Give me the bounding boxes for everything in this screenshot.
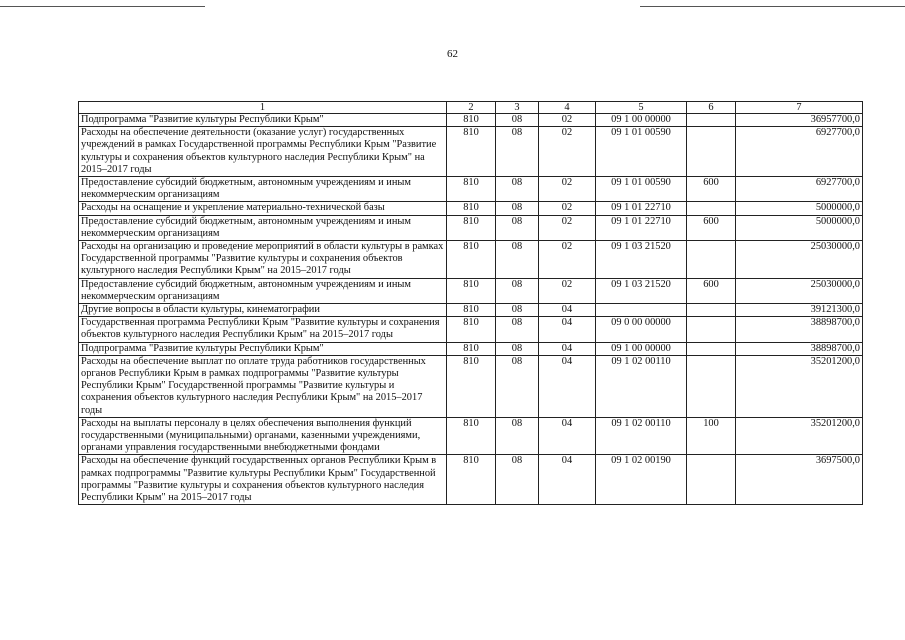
table-row	[79, 241, 863, 279]
row-col-5	[596, 304, 687, 317]
row-amount: 5000000,0	[736, 215, 863, 240]
table-row	[79, 355, 863, 417]
row-col-5: 09 1 00 00000	[596, 342, 687, 355]
row-col-6: 100	[687, 417, 736, 455]
table-row	[79, 304, 863, 317]
row-col-4: 04	[539, 317, 596, 342]
row-col-3: 08	[496, 342, 539, 355]
row-col-3: 08	[496, 127, 539, 177]
row-col-5: 09 1 01 22710	[596, 202, 687, 215]
row-amount: 36957700,0	[736, 114, 863, 127]
row-col-2: 810	[447, 342, 496, 355]
row-amount: 25030000,0	[736, 241, 863, 279]
row-col-3: 08	[496, 355, 539, 417]
table-row	[79, 202, 863, 215]
row-name: Расходы на обеспечение выплат по оплате труда работников государственных органов Республики Крым в рамках подпрограммы "Развитие культуры Республики Крым" Государственной программы "Развитие культуры и сохранения объектов культурного наследия Республики Крым" на 2015–2017 годы	[79, 355, 447, 417]
row-col-3: 08	[496, 278, 539, 303]
table-row	[79, 278, 863, 303]
row-col-6	[687, 455, 736, 505]
row-name: Предоставление субсидий бюджетным, автономным учреждениям и иным некоммерческим организациям	[79, 215, 447, 240]
row-col-2: 810	[447, 241, 496, 279]
header-col-5: 5	[596, 102, 687, 114]
row-col-5: 09 1 03 21520	[596, 278, 687, 303]
table-row	[79, 317, 863, 342]
table-row	[79, 127, 863, 177]
row-col-3: 08	[496, 417, 539, 455]
row-amount: 35201200,0	[736, 355, 863, 417]
table-row	[79, 114, 863, 127]
row-amount: 6927700,0	[736, 127, 863, 177]
table-row	[79, 342, 863, 355]
row-col-4: 02	[539, 114, 596, 127]
budget-table	[78, 101, 863, 505]
row-col-6	[687, 304, 736, 317]
row-col-5: 09 1 00 00000	[596, 114, 687, 127]
header-col-2: 2	[447, 102, 496, 114]
row-col-2: 810	[447, 417, 496, 455]
row-col-6	[687, 342, 736, 355]
row-col-4: 02	[539, 278, 596, 303]
row-col-6	[687, 202, 736, 215]
row-col-3: 08	[496, 215, 539, 240]
row-col-6: 600	[687, 278, 736, 303]
row-name: Расходы на оснащение и укрепление материально-технической базы	[79, 202, 447, 215]
row-col-3: 08	[496, 304, 539, 317]
row-name: Расходы на обеспечение деятельности (оказание услуг) государственных учреждений в рамках Государственной программы Республики Крым "Развитие культуры и сохранения объектов культурного наследия Республики Крым" на 2015–2017 годы	[79, 127, 447, 177]
row-col-6	[687, 241, 736, 279]
row-amount: 39121300,0	[736, 304, 863, 317]
row-col-2: 810	[447, 177, 496, 202]
row-col-5: 09 1 01 00590	[596, 127, 687, 177]
row-col-4: 04	[539, 417, 596, 455]
row-col-2: 810	[447, 355, 496, 417]
row-name: Расходы на организацию и проведение мероприятий в области культуры в рамках Государственной программы "Развитие культуры и сохранения объектов культурного наследия Республики Крым" на 2015–2017 годы	[79, 241, 447, 279]
row-col-3: 08	[496, 202, 539, 215]
row-col-5: 09 1 01 22710	[596, 215, 687, 240]
table-row	[79, 417, 863, 455]
row-col-4: 02	[539, 215, 596, 240]
row-amount: 6927700,0	[736, 177, 863, 202]
row-amount: 38898700,0	[736, 342, 863, 355]
row-col-6	[687, 317, 736, 342]
row-name: Предоставление субсидий бюджетным, автономным учреждениям и иным некоммерческим организациям	[79, 278, 447, 303]
table-row	[79, 177, 863, 202]
row-name: Другие вопросы в области культуры, кинематографии	[79, 304, 447, 317]
row-name: Расходы на обеспечение функций государственных органов Республики Крым в рамках подпрограммы "Развитие культуры Республики Крым" Государственной программы "Развитие культуры и сохранения объектов культурного наследия Республики Крым" на 2015–2017 годы	[79, 455, 447, 505]
row-col-3: 08	[496, 241, 539, 279]
row-name: Государственная программа Республики Крым "Развитие культуры и сохранения объектов культурного наследия Республики Крым" на 2015–2017 годы	[79, 317, 447, 342]
row-col-2: 810	[447, 114, 496, 127]
row-col-4: 04	[539, 355, 596, 417]
row-amount: 5000000,0	[736, 202, 863, 215]
row-col-4: 02	[539, 241, 596, 279]
row-col-6	[687, 114, 736, 127]
table-row	[79, 455, 863, 505]
row-col-2: 810	[447, 215, 496, 240]
header-col-6: 6	[687, 102, 736, 114]
table-header-row	[79, 102, 863, 114]
page-number: 62	[447, 48, 458, 60]
row-col-4: 04	[539, 304, 596, 317]
table-row	[79, 215, 863, 240]
row-col-5: 09 1 02 00190	[596, 455, 687, 505]
row-col-4: 04	[539, 455, 596, 505]
row-col-6: 600	[687, 177, 736, 202]
scan-top-line-left	[0, 6, 205, 7]
row-col-4: 02	[539, 202, 596, 215]
header-col-7: 7	[736, 102, 863, 114]
row-col-6	[687, 355, 736, 417]
row-col-3: 08	[496, 455, 539, 505]
header-col-4: 4	[539, 102, 596, 114]
row-name: Расходы на выплаты персоналу в целях обеспечения выполнения функций государственными (муниципальными) органами, казенными учреждениями, органами управления государственными внебюджетными фондами	[79, 417, 447, 455]
row-col-2: 810	[447, 278, 496, 303]
row-col-5: 09 1 01 00590	[596, 177, 687, 202]
row-col-2: 810	[447, 202, 496, 215]
row-amount: 38898700,0	[736, 317, 863, 342]
row-col-4: 02	[539, 177, 596, 202]
row-col-2: 810	[447, 127, 496, 177]
row-col-6: 600	[687, 215, 736, 240]
row-col-2: 810	[447, 317, 496, 342]
row-name: Предоставление субсидий бюджетным, автономным учреждениям и иным некоммерческим организациям	[79, 177, 447, 202]
row-amount: 3697500,0	[736, 455, 863, 505]
row-amount: 35201200,0	[736, 417, 863, 455]
header-col-1: 1	[79, 102, 447, 114]
row-col-5: 09 1 02 00110	[596, 355, 687, 417]
row-col-3: 08	[496, 114, 539, 127]
row-col-2: 810	[447, 455, 496, 505]
row-col-3: 08	[496, 177, 539, 202]
row-col-4: 02	[539, 127, 596, 177]
row-col-6	[687, 127, 736, 177]
row-col-5: 09 1 02 00110	[596, 417, 687, 455]
row-col-5: 09 1 03 21520	[596, 241, 687, 279]
row-amount: 25030000,0	[736, 278, 863, 303]
scan-top-line-right	[640, 6, 905, 7]
header-col-3: 3	[496, 102, 539, 114]
row-col-2: 810	[447, 304, 496, 317]
row-col-5: 09 0 00 00000	[596, 317, 687, 342]
row-col-4: 04	[539, 342, 596, 355]
row-name: Подпрограмма "Развитие культуры Республики Крым"	[79, 342, 447, 355]
row-name: Подпрограмма "Развитие культуры Республики Крым"	[79, 114, 447, 127]
row-col-3: 08	[496, 317, 539, 342]
